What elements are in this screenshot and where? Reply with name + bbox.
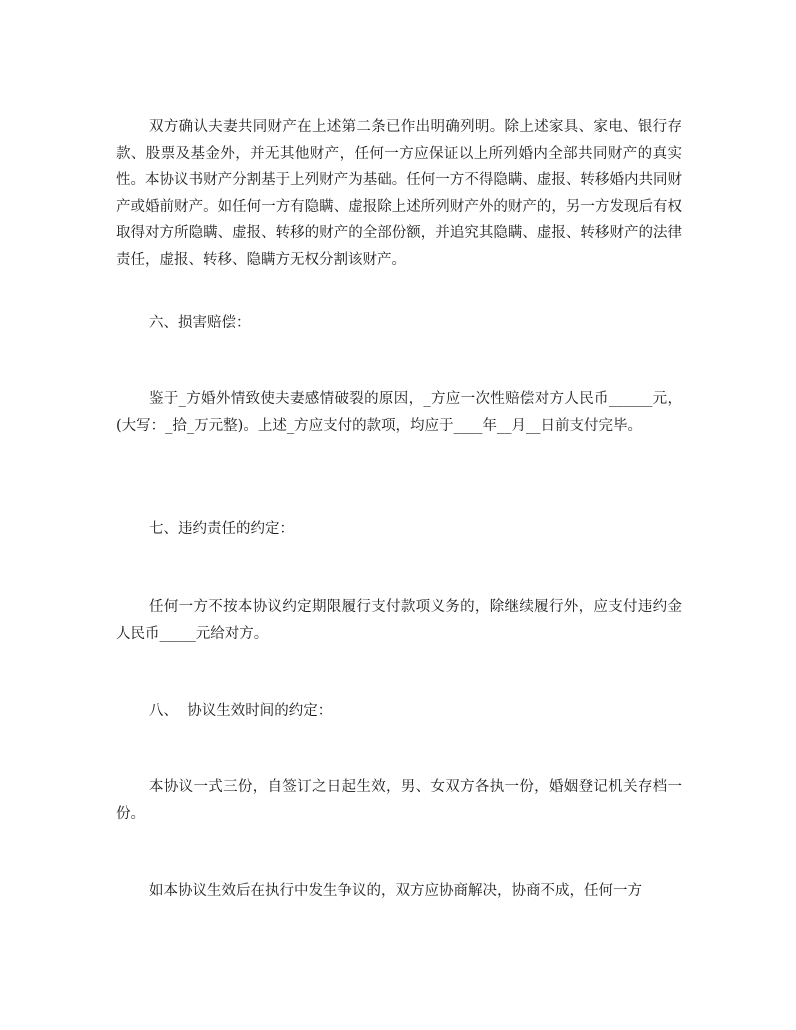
paragraph-breach-liability: 任何一方不按本协议约定期限履行支付款项义务的，除继续履行外，应支付违约金人民币_____元给对方。 xyxy=(116,599,682,642)
paragraph-property-disclosure: 双方确认夫妻共同财产在上述第二条已作出明确列明。除上述家具、家电、银行存款、股票及基金外，并无其他财产，任何一方应保证以上所列婚内全部共同财产的真实性。本协议书财产分割基于上列财产为基础。任何一方不得隐瞒、虚报、转移婚内共同财产或婚前财产。如任何一方有隐瞒、虚报除上述所列财产外的财产的，另一方发现后有权取得对方所隐瞒、虚报、转移的财产的全部份额，并追究其隐瞒、虚报、转移财产的法律责任，虚报、转移、隐瞒方无权分割该财产。 xyxy=(116,119,682,268)
paragraph-damages: 鉴于_方婚外情致使夫妻感情破裂的原因，_方应一次性赔偿对方人民币______元，(大写：_拾_万元整)。上述_方应支付的款项，均应于____年__月__日前支付完毕。 xyxy=(116,391,682,434)
section-heading-damages: 六、损害赔偿： xyxy=(149,315,251,331)
paragraph-dispute-resolution: 如本协议生效后在执行中发生争议的，双方应协商解决，协商不成，任何一方 xyxy=(149,883,642,899)
section-heading-breach: 七、违约责任的约定： xyxy=(149,521,294,537)
paragraph-effective-date: 本协议一式三份，自签订之日起生效，男、女双方各执一份，婚姻登记机关存档一份。 xyxy=(116,779,682,822)
section-heading-effective-date: 八、 协议生效时间的约定： xyxy=(149,703,333,719)
